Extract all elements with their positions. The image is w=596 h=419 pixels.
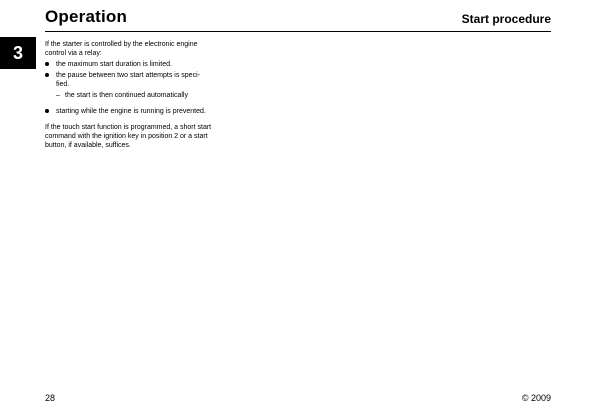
list-item (45, 107, 215, 116)
chapter-tab (0, 37, 36, 69)
bullet-icon (45, 73, 49, 77)
sub-list-item-text: the start is then continued automatically (65, 92, 188, 99)
page-number: 28 (45, 393, 56, 403)
bullet-icon (45, 109, 49, 113)
dash-icon: – (56, 92, 60, 99)
chapter-number: 3 (12, 42, 23, 63)
list-item-text: starting while the engine is running is prevented. (56, 108, 206, 115)
list-item (45, 60, 215, 69)
section-title: Start procedure (461, 12, 551, 26)
outro-paragraph: If the touch start function is programmed, a short start command with the ignition key in position 2 or a start button, if available, suffices. (45, 124, 212, 149)
copyright: © 2009 (521, 393, 551, 403)
intro-paragraph: If the starter is controlled by the electronic engine control via a relay: (45, 41, 198, 57)
list-item (45, 71, 215, 89)
body-text (45, 40, 215, 150)
bullet-icon (45, 62, 49, 66)
sub-list-item (56, 91, 215, 100)
header-divider (45, 31, 551, 32)
list-item-text: the maximum start duration is limited. (56, 61, 172, 68)
page-title: Operation (45, 7, 128, 26)
list-item-text: the pause between two start attempts is speci- fied. (56, 72, 200, 88)
